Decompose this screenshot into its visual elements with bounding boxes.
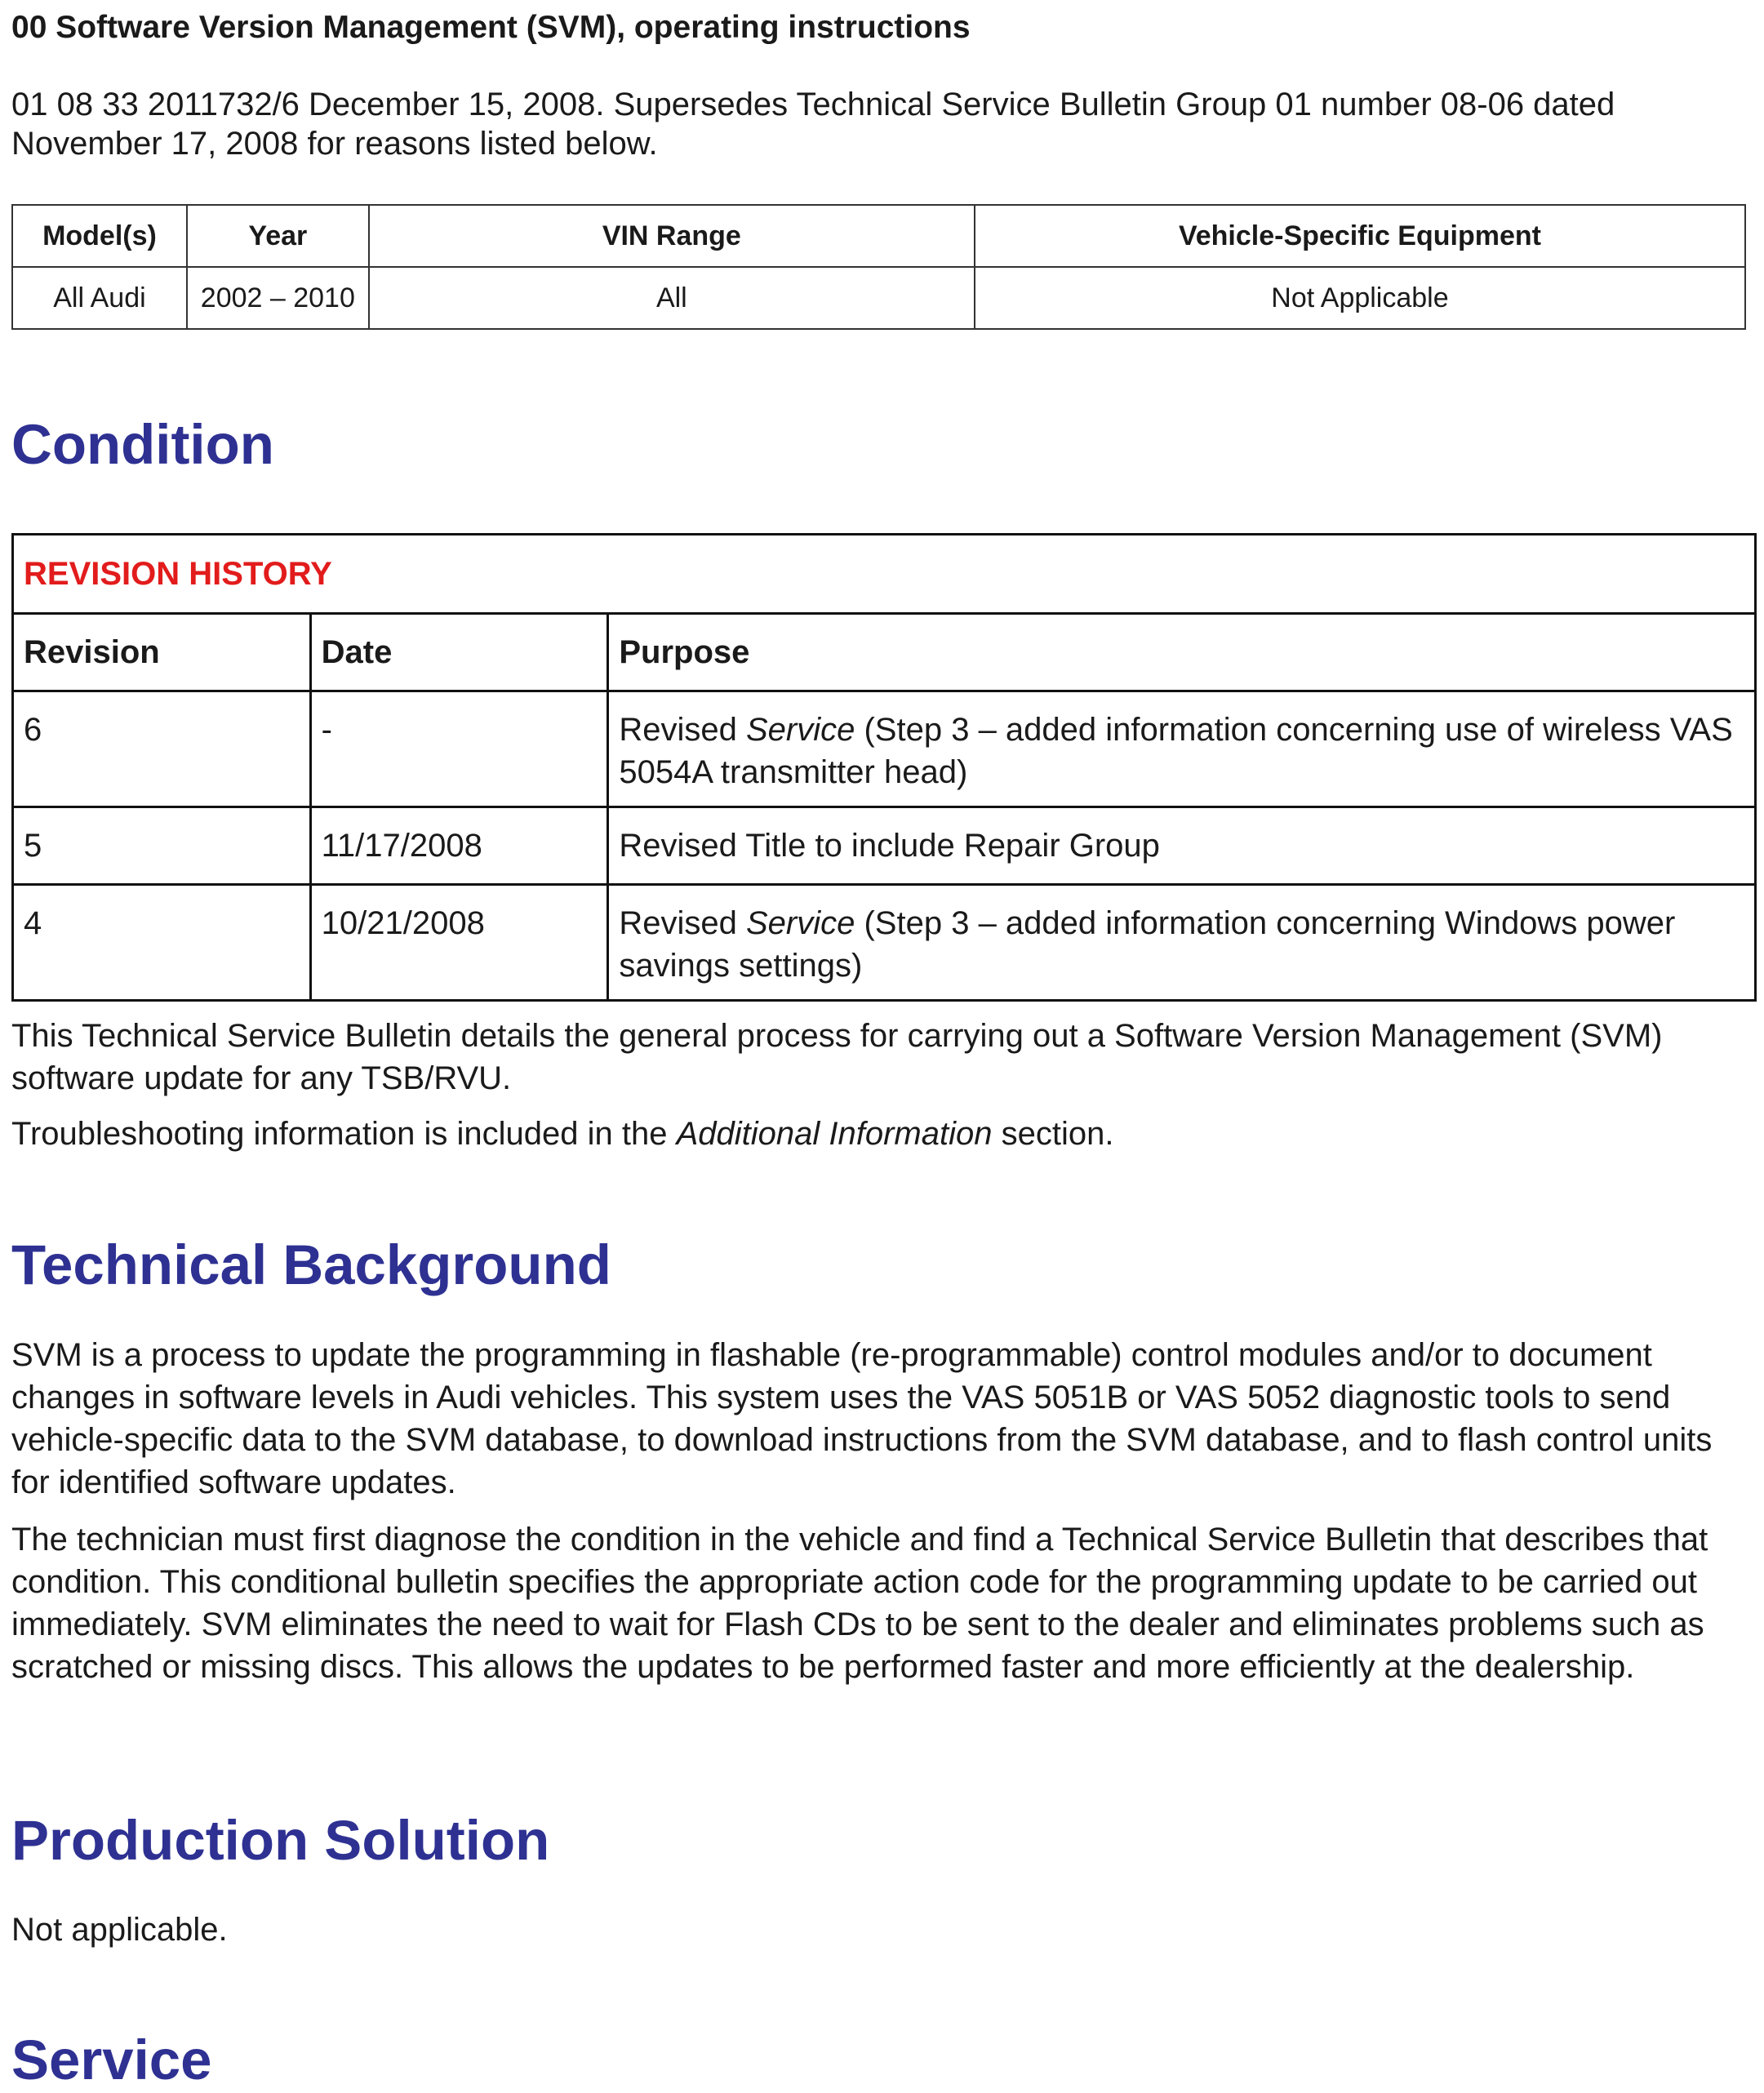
revision-date: 10/21/2008 [310,885,608,1001]
header-revision: Revision [13,614,311,691]
revision-number: 4 [13,885,311,1001]
revision-date: 11/17/2008 [310,807,608,885]
revision-date: - [310,691,608,807]
document-title: 00 Software Version Management (SVM), operating instructions [11,10,971,45]
applicability-data-row [12,267,1745,329]
cell-year: 2002 – 2010 [187,267,369,329]
technical-background-paragraph-1: SVM is a process to update the programming in flashable (re-programmable) control modules and/or to document changes in software levels in Audi vehicles. This system uses the VAS 5051B or VAS 5052 diagnostic tools to send vehicle-specific data to the SVM database, to download instructions from the SVM database, and to flash control units for identified software updates. [11,1337,1713,1500]
revision-history-title: REVISION HISTORY [24,556,332,592]
technical-background-heading: Technical Background [11,1233,611,1296]
technical-background-paragraph-2: The technician must first diagnose the condition in the vehicle and find a Technical Service Bulletin that describes that condition. This conditional bulletin specifies the appropriate action code for the programming update to be carried out immediately. SVM eliminates the need to wait for Flash CDs to be sent to the dealer and eliminates problems such as scratched or missing discs. This allows the updates to be performed faster and more efficiently at the dealership. [11,1522,1708,1685]
revision-number: 6 [13,691,311,807]
cell-vin-range: All [369,267,975,329]
condition-paragraph-2: Troubleshooting information is included in the Additional Information section. [11,1116,1114,1152]
revision-number: 5 [13,807,311,885]
applicability-header-row [12,205,1745,267]
cell-models: All Audi [12,267,187,329]
revision-header-row [13,614,1756,691]
service-heading: Service [11,2029,212,2091]
header-date: Date [310,614,608,691]
production-solution-text: Not applicable. [11,1912,228,1948]
revision-history-table [11,533,1757,1002]
header-purpose: Purpose [608,614,1756,691]
header-vin-range: VIN Range [369,205,975,267]
document-subtitle: 01 08 33 2011732/6 December 15, 2008. Supersedes Technical Service Bulletin Group 01 number 08-06 dated November 17, 2008 for reasons listed below. [11,87,1615,162]
production-solution-heading: Production Solution [11,1809,550,1872]
revision-purpose: Revised Title to include Repair Group [608,807,1756,885]
header-year: Year [187,205,369,267]
applicability-table [11,204,1746,330]
condition-heading: Condition [11,413,274,476]
header-equipment: Vehicle-Specific Equipment [975,205,1745,267]
table-row [13,885,1756,1001]
header-models: Model(s) [12,205,187,267]
revision-purpose: Revised Service (Step 3 – added information concerning use of wireless VAS 5054A transmitter head) [608,691,1756,807]
revision-purpose: Revised Service (Step 3 – added information concerning Windows power savings settings) [608,885,1756,1001]
cell-equipment: Not Applicable [975,267,1745,329]
table-row [13,807,1756,885]
condition-paragraph-1: This Technical Service Bulletin details the general process for carrying out a Software Version Management (SVM) software update for any TSB/RVU. [11,1018,1663,1096]
revision-history-title-row [13,535,1756,614]
table-row [13,691,1756,807]
